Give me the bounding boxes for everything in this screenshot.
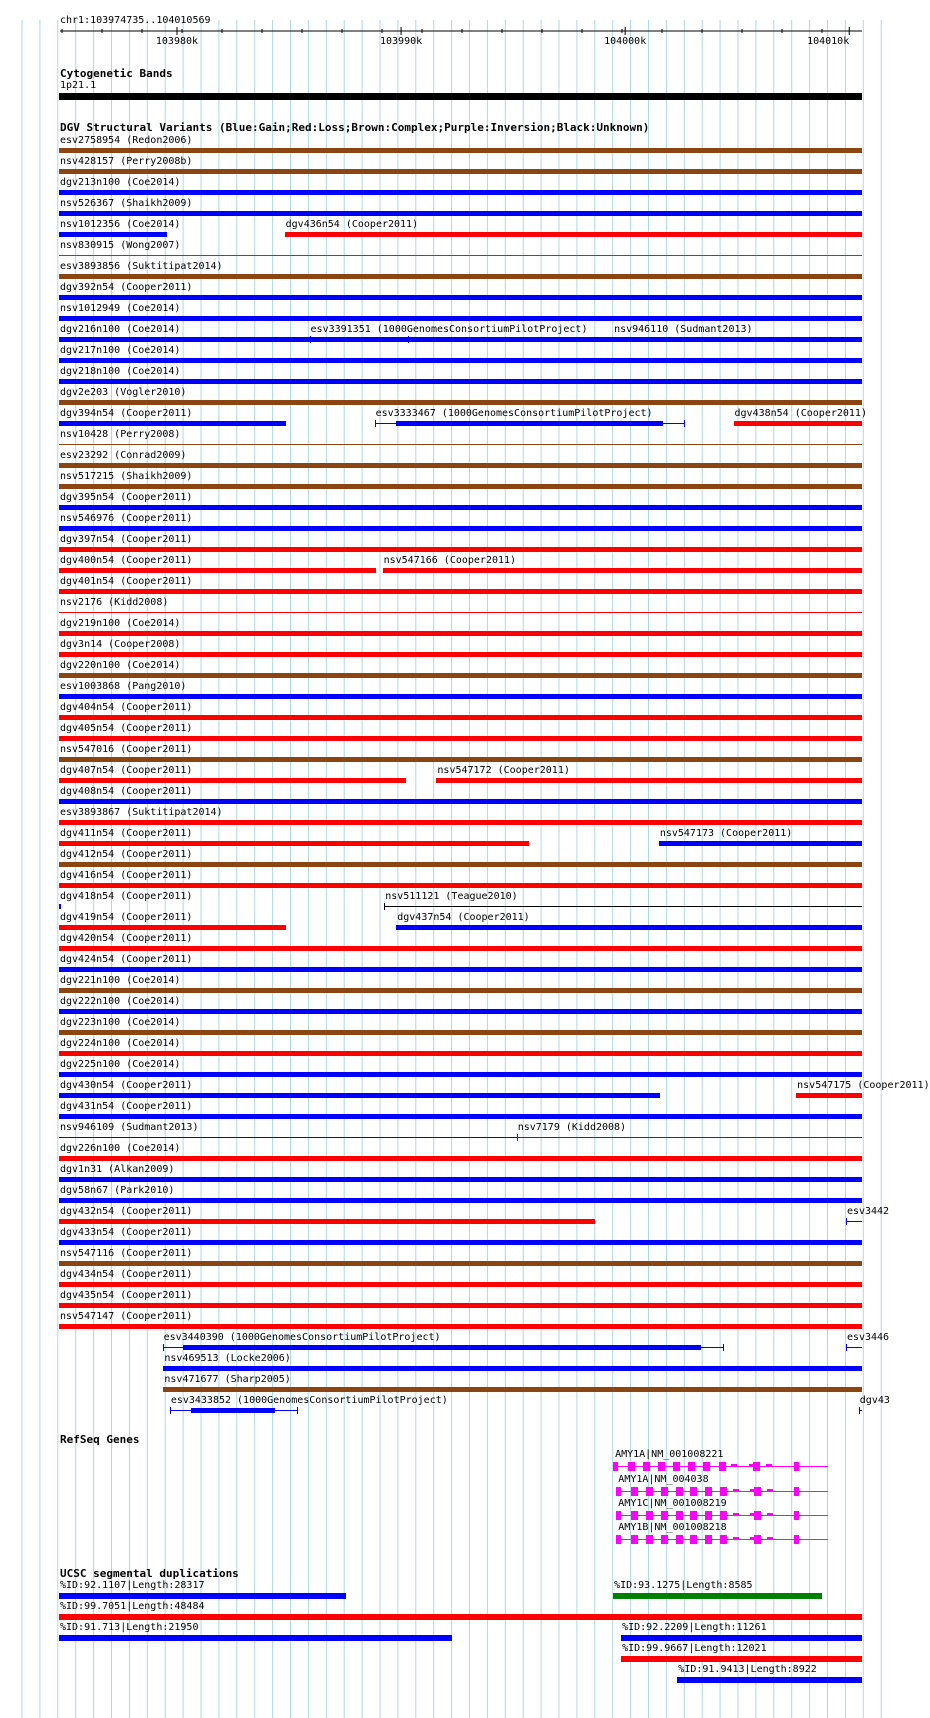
sv-feature-bar[interactable] — [59, 1324, 862, 1329]
sv-start-tick[interactable] — [846, 1218, 847, 1225]
segdup-bar[interactable] — [59, 1593, 346, 1599]
sv-label: esv1003868 (Pang2010) — [60, 681, 187, 692]
sv-label: dgv213n100 (Coe2014) — [60, 177, 181, 188]
sv-feature-bar[interactable] — [59, 1240, 862, 1245]
sv-feature-bar[interactable] — [59, 883, 862, 888]
sv-label: dgv223n100 (Coe2014) — [60, 1017, 181, 1028]
sv-feature-bar[interactable] — [59, 526, 862, 531]
gene-strand-arrow[interactable] — [750, 1537, 756, 1539]
gene-exon[interactable] — [676, 1511, 683, 1520]
sv-feature-bar[interactable] — [59, 757, 862, 762]
gene-exon[interactable] — [631, 1535, 638, 1544]
sv-feature-bar[interactable] — [59, 1303, 862, 1308]
sv-label: dgv216n100 (Coe2014) — [60, 324, 181, 335]
sv-label: nsv946109 (Sudmant2013) — [60, 1122, 199, 1133]
sv-label: dgv416n54 (Cooper2011) — [60, 870, 193, 881]
sv-label: dgv2e203 (Vogler2010) — [60, 387, 187, 398]
sv-feature-bar[interactable] — [59, 652, 862, 657]
sv-feature-bar[interactable] — [59, 778, 406, 783]
sv-label: dgv43 — [859, 1395, 890, 1406]
sv-feature-bar[interactable] — [846, 1347, 862, 1348]
gene-exon[interactable] — [631, 1511, 638, 1520]
segdup-label: %ID:99.7051|Length:48484 — [60, 1601, 205, 1612]
sv-ci-start[interactable] — [375, 420, 376, 427]
gene-exon[interactable] — [661, 1487, 668, 1496]
gene-strand-arrow[interactable] — [733, 1513, 739, 1515]
sv-label: esv2758954 (Redon2006) — [60, 135, 193, 146]
sv-label: dgv58n67 (Park2010) — [60, 1185, 175, 1196]
gene-exon[interactable] — [688, 1462, 695, 1471]
gene-exon[interactable] — [631, 1487, 638, 1496]
sv-label: esv3433852 (1000GenomesConsortiumPilotProject) — [170, 1395, 448, 1406]
gene-strand-arrow[interactable] — [750, 1489, 756, 1491]
ruler-tick-label: 104010k — [807, 36, 850, 47]
sv-feature-bar[interactable] — [59, 589, 862, 594]
sv-feature-bar[interactable] — [59, 1177, 862, 1182]
sv-label: nsv511121 (Teague2010) — [385, 891, 518, 902]
sv-label: nsv547166 (Cooper2011) — [383, 555, 517, 566]
sv-feature-bar[interactable] — [59, 673, 862, 678]
sv-feature-bar[interactable] — [59, 444, 862, 445]
gene-strand-arrow[interactable] — [731, 1464, 737, 1466]
gene-strand-arrow[interactable] — [749, 1464, 755, 1466]
segdup-label: %ID:91.713|Length:21950 — [60, 1622, 199, 1633]
sv-label: nsv1012356 (Coe2014) — [60, 219, 181, 230]
sv-label: dgv407n54 (Cooper2011) — [60, 765, 193, 776]
cytoband-label: 1p21.1 — [60, 80, 97, 91]
sv-ci-start[interactable] — [310, 336, 311, 343]
gene-exon[interactable] — [705, 1511, 712, 1520]
sv-feature-bar[interactable] — [59, 799, 862, 804]
gene-label: AMY1C|NM_001008219 — [618, 1498, 727, 1509]
sv-ci-end[interactable] — [684, 420, 685, 427]
refseq-track-title[interactable]: RefSeq Genes — [60, 1433, 140, 1446]
gene-exon[interactable] — [720, 1535, 727, 1544]
sv-label: dgv400n54 (Cooper2011) — [60, 555, 193, 566]
sv-feature-bar[interactable] — [163, 1387, 862, 1392]
segdup-label: %ID:91.9413|Length:8922 — [678, 1664, 817, 1675]
sv-label: nsv10428 (Perry2008) — [60, 429, 181, 440]
sv-label: dgv435n54 (Cooper2011) — [60, 1290, 193, 1301]
sv-feature-bar[interactable] — [59, 1009, 862, 1014]
sv-feature-bar[interactable] — [59, 379, 862, 384]
segdup-label: %ID:93.1275|Length:8585 — [614, 1580, 753, 1591]
segdup-label: %ID:92.2209|Length:11261 — [622, 1622, 767, 1633]
sv-label: dgv225n100 (Coe2014) — [60, 1059, 181, 1070]
sv-feature-bar[interactable] — [59, 484, 862, 489]
sv-feature-bar[interactable] — [330, 337, 386, 342]
sv-feature-bar[interactable] — [734, 421, 862, 426]
sv-feature-bar[interactable] — [59, 358, 862, 363]
sv-feature-bar[interactable] — [59, 255, 862, 256]
gene-label: AMY1A|NM_001008221 — [615, 1449, 724, 1460]
gene-strand-arrow[interactable] — [767, 1513, 773, 1515]
sv-feature-bar[interactable] — [59, 820, 862, 825]
sv-label: esv3446 — [846, 1332, 890, 1343]
gene-exon[interactable] — [690, 1511, 697, 1520]
sv-feature-bar[interactable] — [59, 904, 61, 909]
sv-feature-bar[interactable] — [59, 1030, 862, 1035]
sv-label: dgv434n54 (Cooper2011) — [60, 1269, 193, 1280]
gene-exon[interactable] — [720, 1487, 727, 1496]
sv-label: dgv432n54 (Cooper2011) — [60, 1206, 193, 1217]
sv-feature-bar[interactable] — [183, 1345, 701, 1350]
segdup-bar[interactable] — [677, 1677, 862, 1683]
gene-exon[interactable] — [613, 1462, 618, 1471]
gene-strand-arrow[interactable] — [767, 1489, 773, 1491]
segdup-bar[interactable] — [59, 1614, 862, 1620]
sv-feature-bar[interactable] — [59, 190, 862, 195]
gene-exon[interactable] — [646, 1511, 653, 1520]
sv-label: dgv218n100 (Coe2014) — [60, 366, 181, 377]
gene-exon[interactable] — [676, 1535, 683, 1544]
sv-feature-bar[interactable] — [59, 988, 862, 993]
gene-exon[interactable] — [643, 1462, 650, 1471]
segdup-bar[interactable] — [621, 1656, 862, 1662]
sv-feature-bar[interactable] — [59, 421, 286, 426]
sv-feature-bar[interactable] — [59, 694, 862, 699]
gene-label: AMY1B|NM_001008218 — [618, 1522, 727, 1533]
sv-ci-end[interactable] — [408, 336, 409, 343]
gene-exon[interactable] — [794, 1462, 799, 1471]
sv-feature-bar[interactable] — [59, 862, 862, 867]
sv-feature-bar[interactable] — [191, 1408, 275, 1413]
gene-exon[interactable] — [628, 1462, 635, 1471]
sv-label: dgv219n100 (Coe2014) — [60, 618, 181, 629]
sv-feature-bar[interactable] — [59, 631, 862, 636]
sv-feature-bar[interactable] — [285, 232, 862, 237]
sv-feature-bar[interactable] — [59, 1093, 660, 1098]
sv-feature-bar[interactable] — [59, 841, 529, 846]
sv-label: dgv217n100 (Coe2014) — [60, 345, 181, 356]
sv-feature-bar[interactable] — [59, 612, 862, 613]
sv-label: nsv7179 (Kidd2008) — [517, 1122, 627, 1133]
sv-label: dgv221n100 (Coe2014) — [60, 975, 181, 986]
sv-feature-bar[interactable] — [59, 925, 286, 930]
sv-ci-start[interactable] — [163, 1344, 164, 1351]
ruler-tick-label: 103980k — [155, 36, 199, 47]
sv-ci-end[interactable] — [297, 1407, 298, 1414]
sv-feature-bar[interactable] — [59, 295, 862, 300]
sv-feature-bar[interactable] — [396, 421, 663, 426]
sv-feature-bar[interactable] — [659, 841, 862, 846]
sv-label: nsv471677 (Sharp2005) — [164, 1374, 291, 1385]
sv-feature-bar[interactable] — [59, 547, 862, 552]
segdup-bar[interactable] — [59, 1635, 452, 1641]
sv-feature-bar[interactable] — [59, 1198, 862, 1203]
sv-feature-bar[interactable] — [59, 232, 167, 237]
cytoband-track-title[interactable]: Cytogenetic Bands — [60, 67, 173, 80]
gene-exon[interactable] — [705, 1535, 712, 1544]
sv-label: nsv526367 (Shaikh2009) — [60, 198, 193, 209]
sv-label: dgv419n54 (Cooper2011) — [60, 912, 193, 923]
sv-label: dgv226n100 (Coe2014) — [60, 1143, 181, 1154]
sv-feature-bar[interactable] — [517, 1137, 862, 1138]
segdup-label: %ID:99.9667|Length:12021 — [622, 1643, 767, 1654]
sv-feature-bar[interactable] — [59, 400, 862, 405]
sv-label: nsv547175 (Cooper2011) — [797, 1080, 930, 1091]
sv-label: nsv546976 (Cooper2011) — [60, 513, 193, 524]
sv-label: dgv437n54 (Cooper2011) — [397, 912, 530, 923]
sv-label: dgv404n54 (Cooper2011) — [60, 702, 193, 713]
sv-label: dgv397n54 (Cooper2011) — [60, 534, 193, 545]
sv-label: nsv547173 (Cooper2011) — [659, 828, 793, 839]
gene-strand-arrow[interactable] — [750, 1513, 756, 1515]
gene-exon[interactable] — [794, 1511, 799, 1520]
sv-label: esv3391351 (1000GenomesConsortiumPilotProject) — [310, 324, 588, 335]
region-label: chr1:103974735..104010569 — [60, 15, 211, 26]
sv-label: nsv946110 (Sudmant2013) — [614, 324, 753, 335]
sv-feature-bar[interactable] — [59, 1261, 862, 1266]
sv-label: dgv408n54 (Cooper2011) — [60, 786, 193, 797]
gene-strand-arrow[interactable] — [767, 1537, 773, 1539]
segdup-track-title[interactable]: UCSC segmental duplications — [60, 1567, 239, 1580]
segdup-bar[interactable] — [613, 1593, 822, 1599]
gene-exon[interactable] — [646, 1535, 653, 1544]
sv-label: dgv411n54 (Cooper2011) — [60, 828, 193, 839]
ruler-tick-label: 103990k — [379, 36, 423, 47]
sv-label: dgv3n14 (Cooper2008) — [60, 639, 181, 650]
sv-feature-bar[interactable] — [59, 316, 862, 321]
sv-label: esv3442 — [846, 1206, 890, 1217]
gene-exon[interactable] — [794, 1535, 799, 1544]
sv-feature-bar[interactable] — [59, 1282, 862, 1287]
sv-label: dgv395n54 (Cooper2011) — [60, 492, 193, 503]
gene-exon[interactable] — [616, 1487, 621, 1496]
sv-feature-bar[interactable] — [396, 925, 862, 930]
sv-feature-bar[interactable] — [59, 1072, 862, 1077]
gene-exon[interactable] — [719, 1462, 726, 1471]
sv-label: dgv412n54 (Cooper2011) — [60, 849, 193, 860]
sv-label: dgv430n54 (Cooper2011) — [60, 1080, 193, 1091]
sv-label: dgv418n54 (Cooper2011) — [60, 891, 193, 902]
sv-label: esv3333467 (1000GenomesConsortiumPilotProject) — [375, 408, 653, 419]
sv-feature-bar[interactable] — [59, 274, 862, 279]
sv-feature-bar[interactable] — [796, 1093, 862, 1098]
sv-feature-bar[interactable] — [59, 1051, 862, 1056]
sv-start-tick[interactable] — [846, 1344, 847, 1351]
sv-label: nsv830915 (Wong2007) — [60, 240, 181, 251]
sv-feature-bar[interactable] — [436, 778, 862, 783]
gene-exon[interactable] — [661, 1511, 668, 1520]
gene-exon[interactable] — [676, 1487, 683, 1496]
gene-strand-arrow[interactable] — [766, 1464, 772, 1466]
sv-feature-bar[interactable] — [59, 211, 862, 216]
gene-strand-arrow[interactable] — [733, 1537, 739, 1539]
sv-feature-bar[interactable] — [384, 906, 862, 907]
sv-label: dgv220n100 (Coe2014) — [60, 660, 181, 671]
segdup-label: %ID:92.1107|Length:28317 — [60, 1580, 205, 1591]
sv-label: esv3440390 (1000GenomesConsortiumPilotProject) — [163, 1332, 441, 1343]
sv-feature-bar[interactable] — [59, 1219, 595, 1224]
sv-start-tick[interactable] — [517, 1134, 518, 1141]
sv-label: dgv401n54 (Cooper2011) — [60, 576, 193, 587]
gene-exon[interactable] — [690, 1535, 697, 1544]
sv-label: dgv405n54 (Cooper2011) — [60, 723, 193, 734]
sv-start-tick[interactable] — [384, 903, 385, 910]
sv-label: esv3893856 (Suktitipat2014) — [60, 261, 223, 272]
sv-label: dgv424n54 (Cooper2011) — [60, 954, 193, 965]
sv-feature-bar[interactable] — [846, 1221, 862, 1222]
sv-label: dgv394n54 (Cooper2011) — [60, 408, 193, 419]
gene-exon[interactable] — [690, 1487, 697, 1496]
sv-feature-bar[interactable] — [59, 148, 862, 153]
sv-label: nsv2176 (Kidd2008) — [60, 597, 169, 608]
gene-exon[interactable] — [703, 1462, 710, 1471]
sv-feature-bar[interactable] — [383, 568, 862, 573]
sv-label: dgv222n100 (Coe2014) — [60, 996, 181, 1007]
sv-feature-bar[interactable] — [59, 568, 376, 573]
sv-feature-bar[interactable] — [59, 1156, 862, 1161]
sv-label: dgv433n54 (Cooper2011) — [60, 1227, 193, 1238]
gene-exon[interactable] — [794, 1487, 799, 1496]
sv-label: dgv436n54 (Cooper2011) — [285, 219, 419, 230]
dgv-track-title[interactable]: DGV Structural Variants (Blue:Gain;Red:Loss;Brown:Complex;Purple:Inversion;Black:Unknown) — [60, 121, 650, 134]
sv-feature-bar[interactable] — [613, 337, 862, 342]
sv-feature-bar[interactable] — [59, 736, 862, 741]
sv-label: nsv517215 (Shaikh2009) — [60, 471, 193, 482]
gene-exon[interactable] — [720, 1511, 727, 1520]
gene-label: AMY1A|NM_004038 — [618, 1474, 709, 1485]
sv-feature-bar[interactable] — [59, 463, 862, 468]
gene-exon[interactable] — [705, 1487, 712, 1496]
sv-label: dgv392n54 (Cooper2011) — [60, 282, 193, 293]
gene-exon[interactable] — [646, 1487, 653, 1496]
sv-feature-bar[interactable] — [59, 715, 862, 720]
sv-label: nsv547116 (Cooper2011) — [60, 1248, 193, 1259]
gene-exon[interactable] — [616, 1511, 621, 1520]
gene-exon[interactable] — [658, 1462, 665, 1471]
sv-feature-bar[interactable] — [59, 505, 862, 510]
sv-label: dgv420n54 (Cooper2011) — [60, 933, 193, 944]
sv-feature-bar[interactable] — [59, 946, 862, 951]
sv-label: esv23292 (Conrad2009) — [60, 450, 187, 461]
ruler-tick-label: 104000k — [604, 36, 647, 47]
sv-label: esv3893867 (Suktitipat2014) — [60, 807, 223, 818]
sv-label: nsv547172 (Cooper2011) — [437, 765, 570, 776]
sv-ci-end[interactable] — [723, 1344, 724, 1351]
sv-feature-bar[interactable] — [59, 1114, 862, 1119]
sv-label: nsv469513 (Locke2006) — [164, 1353, 291, 1364]
gene-exon[interactable] — [661, 1535, 668, 1544]
sv-label: nsv547016 (Cooper2011) — [60, 744, 193, 755]
sv-label: dgv438n54 (Cooper2011) — [734, 408, 867, 419]
sv-label: dgv224n100 (Coe2014) — [60, 1038, 181, 1049]
sv-label: nsv428157 (Perry2008b) — [60, 156, 193, 167]
gene-strand-arrow[interactable] — [733, 1489, 739, 1491]
sv-label: dgv431n54 (Cooper2011) — [60, 1101, 193, 1112]
gene-exon[interactable] — [616, 1535, 621, 1544]
sv-label: nsv547147 (Cooper2011) — [60, 1311, 193, 1322]
sv-start-tick[interactable] — [859, 1407, 860, 1414]
segdup-bar[interactable] — [621, 1635, 862, 1641]
sv-feature-bar[interactable] — [163, 1366, 862, 1371]
gene-exon[interactable] — [673, 1462, 680, 1471]
sv-ci-start[interactable] — [170, 1407, 171, 1414]
sv-label: nsv1012949 (Coe2014) — [60, 303, 181, 314]
sv-label: dgv1n31 (Alkan2009) — [60, 1164, 175, 1175]
sv-feature-bar[interactable] — [59, 967, 862, 972]
sv-feature-bar[interactable] — [59, 169, 862, 174]
